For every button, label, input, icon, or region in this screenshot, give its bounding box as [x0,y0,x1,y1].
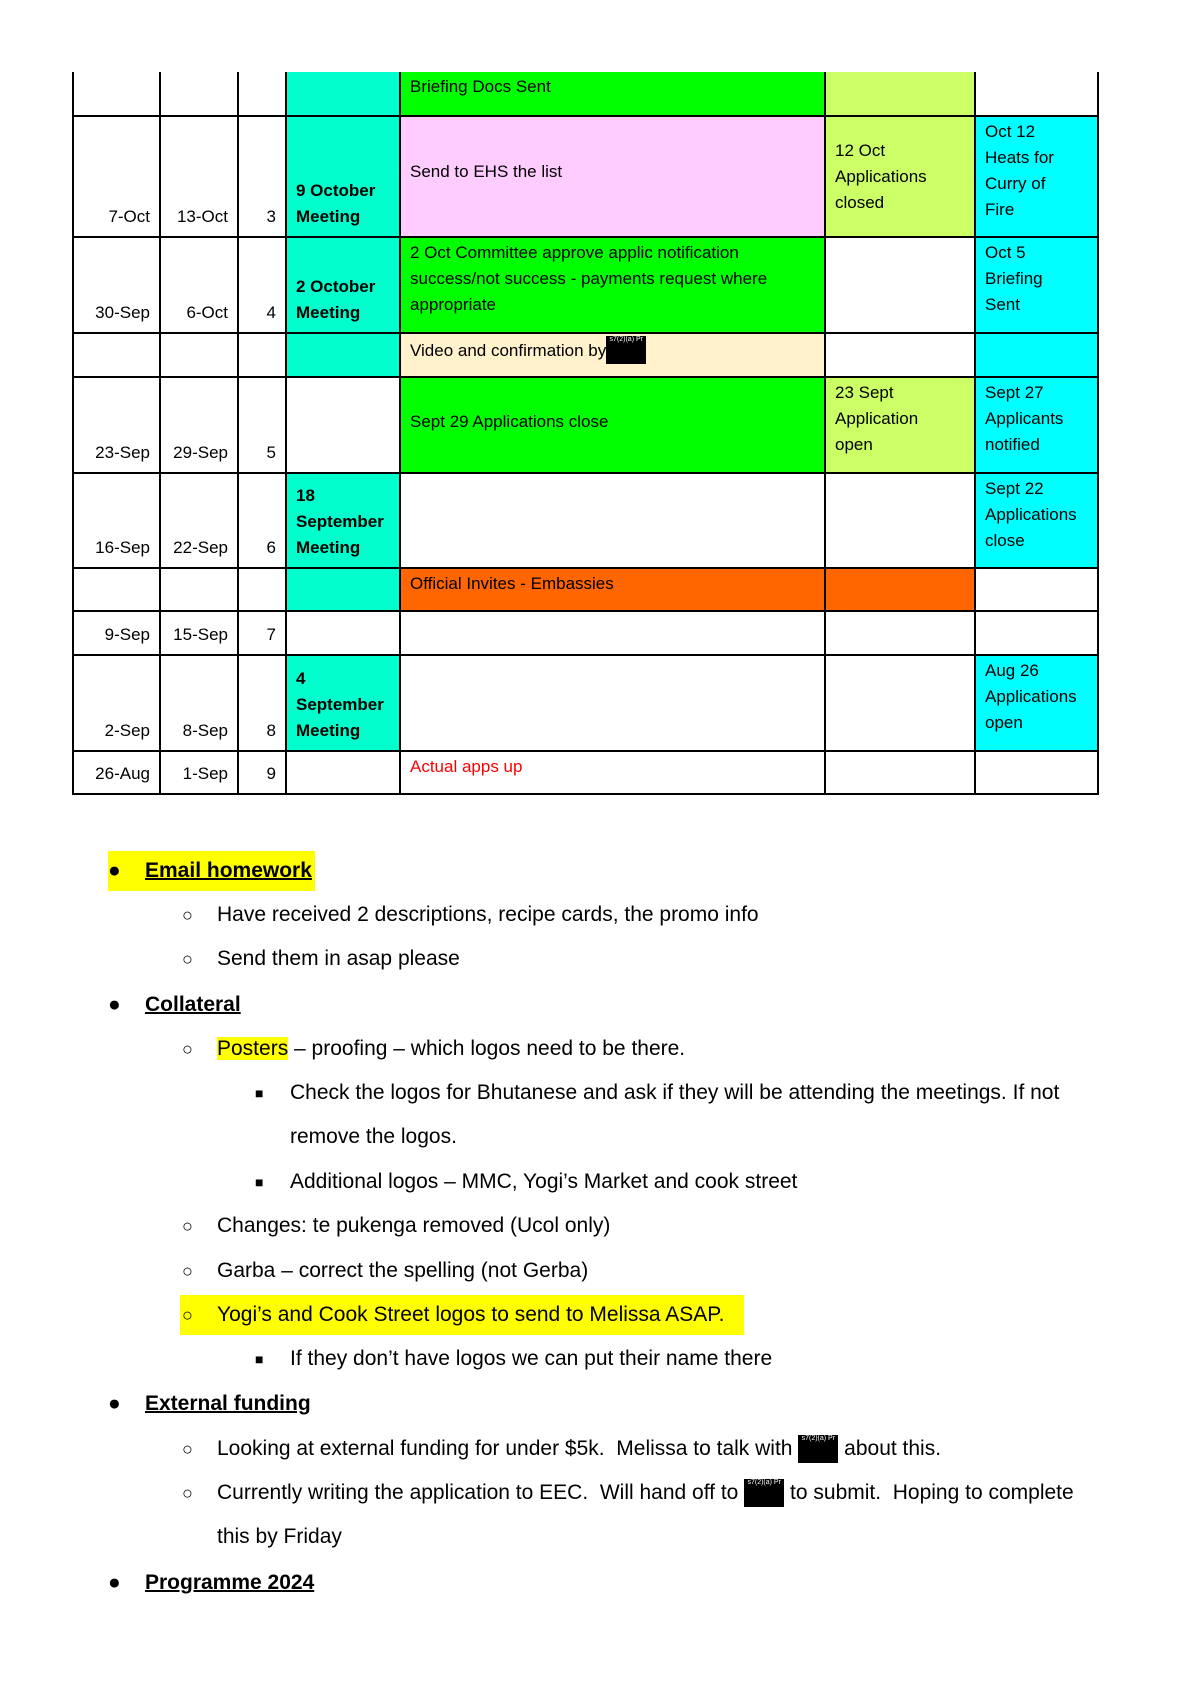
table-row [73,655,1098,751]
week-start: 30-Sep [73,237,160,333]
week-number: 4 [238,237,286,333]
bullet-icon: ● [108,1392,121,1415]
square-bullet-icon: ■ [255,1085,264,1101]
note-cell: Oct 12 Heats for Curry of Fire [975,116,1098,237]
task-cell: Official Invites - Embassies [400,568,825,611]
note-cell: Aug 26 Applications open [975,655,1098,751]
week-number: 5 [238,377,286,473]
week-start: 26-Aug [73,751,160,794]
meeting-cell: 2 October Meeting [286,237,400,333]
week-end: 6-Oct [160,237,238,333]
week-start: 7-Oct [73,116,160,237]
redaction-box: s7(2)(a) Pr [606,336,646,364]
circle-bullet-icon: ○ [182,1039,193,1059]
week-start: 23-Sep [73,377,160,473]
schedule-table [72,72,1099,795]
week-number: 3 [238,116,286,237]
table-row [73,72,1098,116]
table-row [73,333,1098,377]
table-row [73,237,1098,333]
week-end: 22-Sep [160,473,238,568]
week-end: 15-Sep [160,611,238,655]
table-row [73,568,1098,611]
table-row [73,377,1098,473]
meeting-cell: 18 September Meeting [286,473,400,568]
task-cell: Send to EHS the list [400,116,825,237]
task-cell: Sept 29 Applications close [400,377,825,473]
week-end: 29-Sep [160,377,238,473]
circle-bullet-icon: ○ [182,1216,193,1236]
square-bullet-icon: ■ [255,1351,264,1367]
week-end: 1-Sep [160,751,238,794]
document-page: Briefing Docs Sent 7-Oct 13-Oct 3 9 October Meeting Send to EHS the list 12 Oct Applications closed Oct 12 Heats for Curry of Fire 30-Sep 6-Oct 4 2 October Meeting 2 Oct Committee approve applic notification success/not success - payments request where appropriate Oct 5 Briefing Sent Video and confirmation bys7(2)(a) Pr 23-Sep 29-Sep 5 Sept 29 Applications close 23 Sept Application open Sept 27 Applicants notified 16-Sep 22-Sep 6 18 September Meeting Sept 22 Applications close Official Invites - Embassies 9-Sep 15-Sep 7 2-Sep 8-Sep 8 4 September Meeting Aug 26 Applications open 26-Aug 1-Sep 9 Actual apps up ● Email homework ○ Have received 2 descriptions, recipe cards, the promo info ○ Send them in asap please ● Collateral ○ Posters – proofing – which logos need to be there. ■ Check the logos for Bhutanese and ask if they will be attending the meetings. If not remove the logos. ■ Additional logos – MMC, Yogi’s Market and cook street ○ Changes: te pukenga removed (Ucol only) ○ Garba – correct the spelling (not Gerba) ○ Yogi’s and Cook Street logos to send to Melissa ASAP. ■ If they don’t have logos we can put their name there ● External funding ○ Looking at external funding for under $5k. Melissa to talk with s7(2)(a) Pr about this. ○ Currently writing the application to EEC. Will hand off to s7(2)(a) Pr to submit. Hoping to complete this by Friday ● Programme 2024 [0,0,1190,1684]
meeting-cell: 4 September Meeting [286,655,400,751]
week-end: 8-Sep [160,655,238,751]
week-number: 7 [238,611,286,655]
table-row [73,751,1098,794]
table-row [73,473,1098,568]
week-start: 9-Sep [73,611,160,655]
meeting-cell: 9 October Meeting [286,116,400,237]
circle-bullet-icon: ○ [182,1305,193,1325]
week-start: 16-Sep [73,473,160,568]
circle-bullet-icon: ○ [182,1261,193,1281]
circle-bullet-icon: ○ [182,1483,193,1503]
circle-bullet-icon: ○ [182,949,193,969]
table-row [73,116,1098,237]
table-row [73,611,1098,655]
week-end: 13-Oct [160,116,238,237]
redaction-box: s7(2)(a) Pr [798,1435,838,1463]
task-cell: 2 Oct Committee approve applic notification success/not success - payments request where appropriate [400,237,825,333]
task-cell: Briefing Docs Sent [400,72,825,116]
week-start: 2-Sep [73,655,160,751]
circle-bullet-icon: ○ [182,1439,193,1459]
bullet-icon: ● [108,993,121,1016]
application-cell: 12 Oct Applications closed [825,116,975,237]
redaction-box: s7(2)(a) Pr [744,1479,784,1507]
week-number: 8 [238,655,286,751]
note-cell: Oct 5 Briefing Sent [975,237,1098,333]
week-number: 9 [238,751,286,794]
task-cell: Actual apps up [400,751,825,794]
bullet-icon: ● [108,859,121,882]
bullet-icon: ● [108,1571,121,1594]
task-cell: Video and confirmation bys7(2)(a) Pr [400,333,825,377]
note-cell: Sept 27 Applicants notified [975,377,1098,473]
application-cell: 23 Sept Application open [825,377,975,473]
circle-bullet-icon: ○ [182,905,193,925]
square-bullet-icon: ■ [255,1174,264,1190]
week-number: 6 [238,473,286,568]
note-cell: Sept 22 Applications close [975,473,1098,568]
